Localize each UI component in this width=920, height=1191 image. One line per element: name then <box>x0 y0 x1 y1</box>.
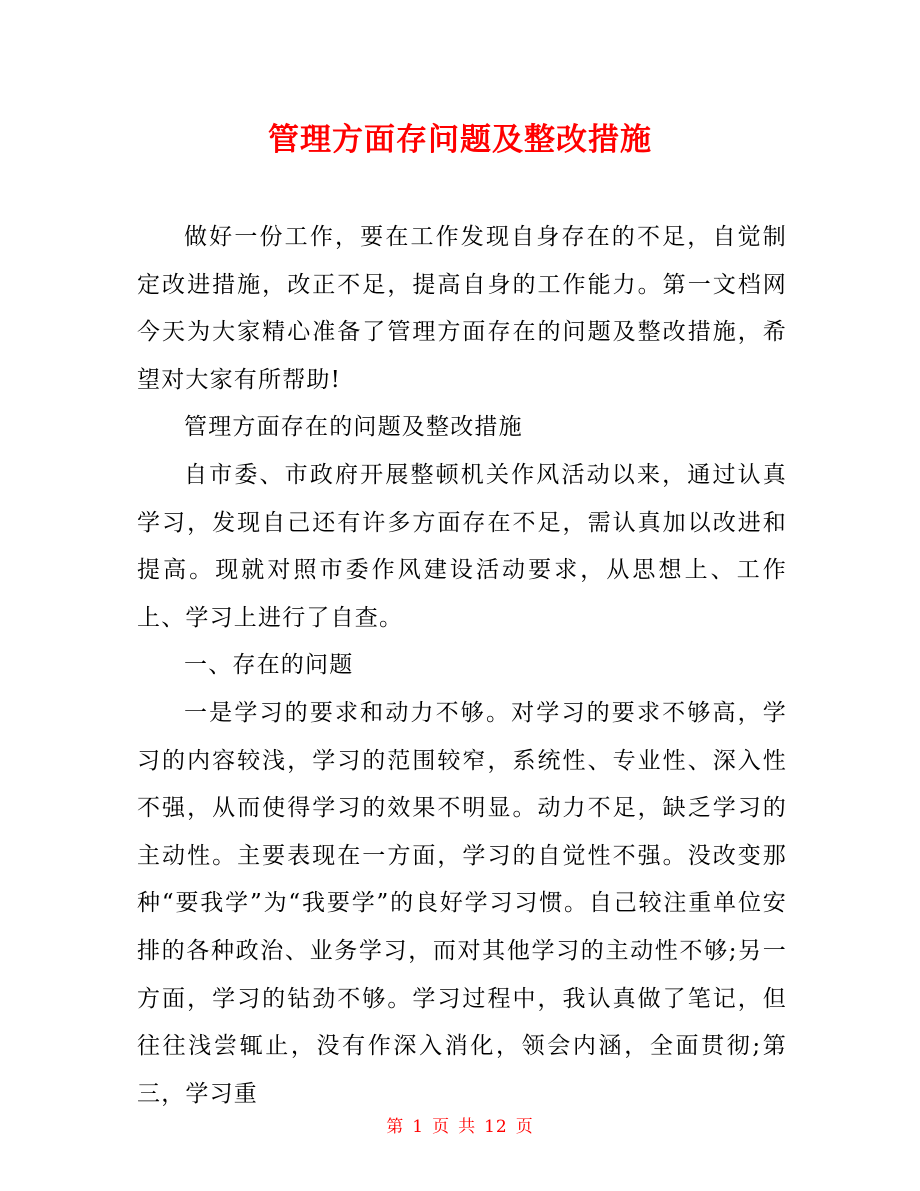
footer-word-ye-end: 页 <box>515 1117 534 1137</box>
document-body <box>137 214 787 1118</box>
footer-word-di: 第 <box>386 1117 405 1137</box>
paragraph-background: 自市委、市政府开展整顿机关作风活动以来，通过认真学习，发现自己还有许多方面存在不足，需认真加以改进和提高。现就对照市委作风建设活动要求，从思想上、工作上、学习上进行了自查。 <box>137 461 787 631</box>
footer-word-gong: 共 <box>458 1117 477 1137</box>
footer-current-page: 1 <box>412 1117 425 1137</box>
paragraph-problem-one: 一是学习的要求和动力不够。对学习的要求不够高，学习的内容较浅，学习的范围较窄，系统性、专业性、深入性不强，从而使得学习的效果不明显。动力不足，缺乏学习的主动性。主要表现在一方面，学习的自觉性不强。没改变那种“要我学”为“我要学”的良好学习习惯。自己较注重单位安排的各种政治、业务学习，而对其他学习的主动性不够;另一方面，学习的钻劲不够。学习过程中，我认真做了笔记，但往往浅尝辄止，没有作深入消化，领会内涵，全面贯彻;第三，学习重 <box>137 699 787 1107</box>
paragraph-subtitle: 管理方面存在的问题及整改措施 <box>184 414 523 441</box>
footer-word-ye: 页 <box>432 1117 451 1137</box>
document-title: 管理方面存问题及整改措施 <box>268 122 652 158</box>
footer-total-pages: 12 <box>484 1117 508 1137</box>
page-footer <box>0 1112 920 1137</box>
paragraph-intro: 做好一份工作，要在工作发现自身存在的不足，自觉制定改进措施，改正不足，提高自身的工作能力。第一文档网今天为大家精心准备了管理方面存在的问题及整改措施，希望对大家有所帮助! <box>137 224 787 393</box>
section-heading-problems: 一、存在的问题 <box>184 652 354 679</box>
